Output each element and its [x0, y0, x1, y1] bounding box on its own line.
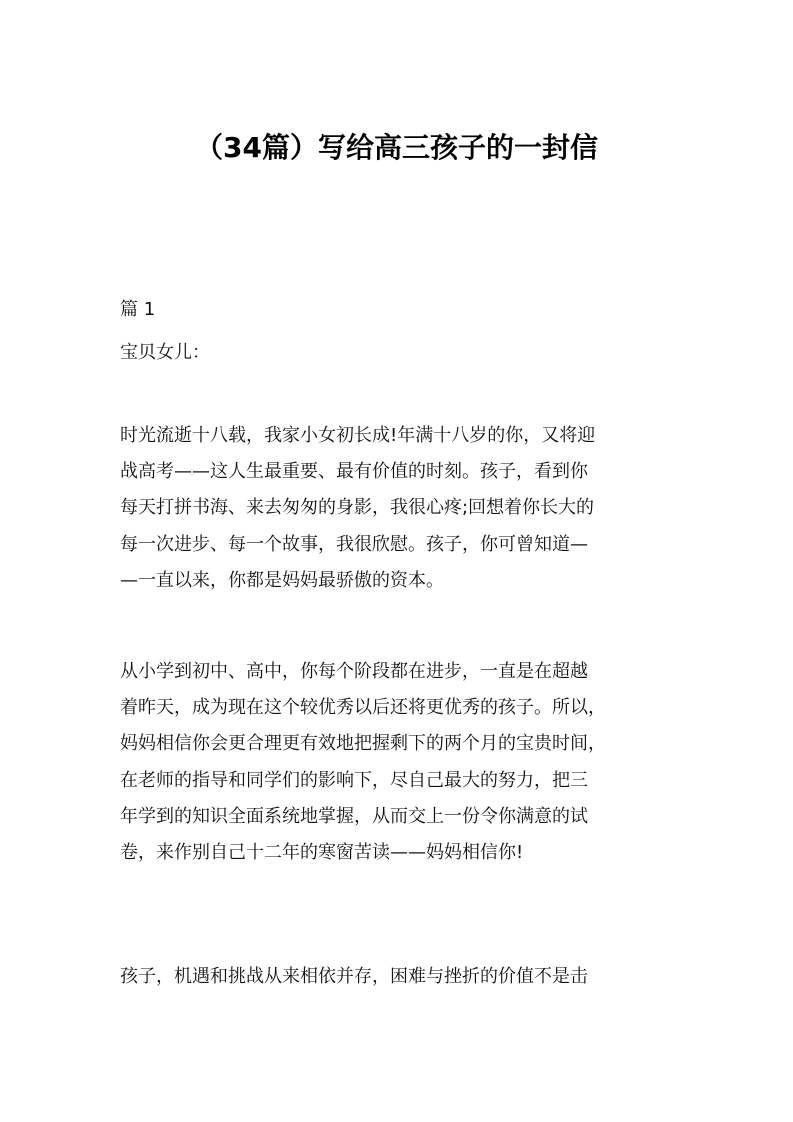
- section-label: 篇 1: [120, 299, 156, 320]
- paragraph-2: [120, 654, 680, 871]
- paragraph-line: 每天打拼书海、来去匆匆的身影，我很心疼;回想着你长大的: [120, 497, 595, 519]
- paragraph-line: 每一次进步、每一个故事，我很欣慰。孩子，你可曾知道—: [120, 533, 588, 555]
- paragraph-line: 战高考——这人生最重要、最有价值的时刻。孩子，看到你: [120, 461, 588, 483]
- paragraph-1: [120, 418, 680, 599]
- paragraph-line: 妈妈相信你会更合理更有效地把握剩下的两个月的宝贵时间，: [120, 733, 606, 755]
- paragraph-line: 着昨天，成为现在这个较优秀以后还将更优秀的孩子。所以，: [120, 697, 606, 719]
- paragraph-line: 从小学到初中、高中，你每个阶段都在进步，一直是在超越: [120, 661, 588, 682]
- paragraph-line: 时光流逝十八载，我家小女初长成!年满十八岁的你，又将迎: [120, 425, 596, 446]
- document-title: （34篇）写给高三孩子的一封信: [195, 131, 598, 164]
- paragraph-line: 年学到的知识全面系统地掌握，从而交上一份令你满意的试: [120, 805, 588, 827]
- paragraph-line: —一直以来，你都是妈妈最骄傲的资本。: [120, 569, 444, 591]
- paragraph-line: 在老师的指导和同学们的影响下，尽自己最大的努力，把三: [120, 769, 588, 791]
- paragraph-line: 卷，来作别自己十二年的寒窗苦读——妈妈相信你!: [120, 841, 524, 863]
- paragraph-line: 孩子，机遇和挑战从来相依并存，困难与挫折的价值不是击: [120, 966, 588, 987]
- salutation: 宝贝女儿：: [120, 342, 210, 363]
- paragraph-3: [120, 959, 680, 995]
